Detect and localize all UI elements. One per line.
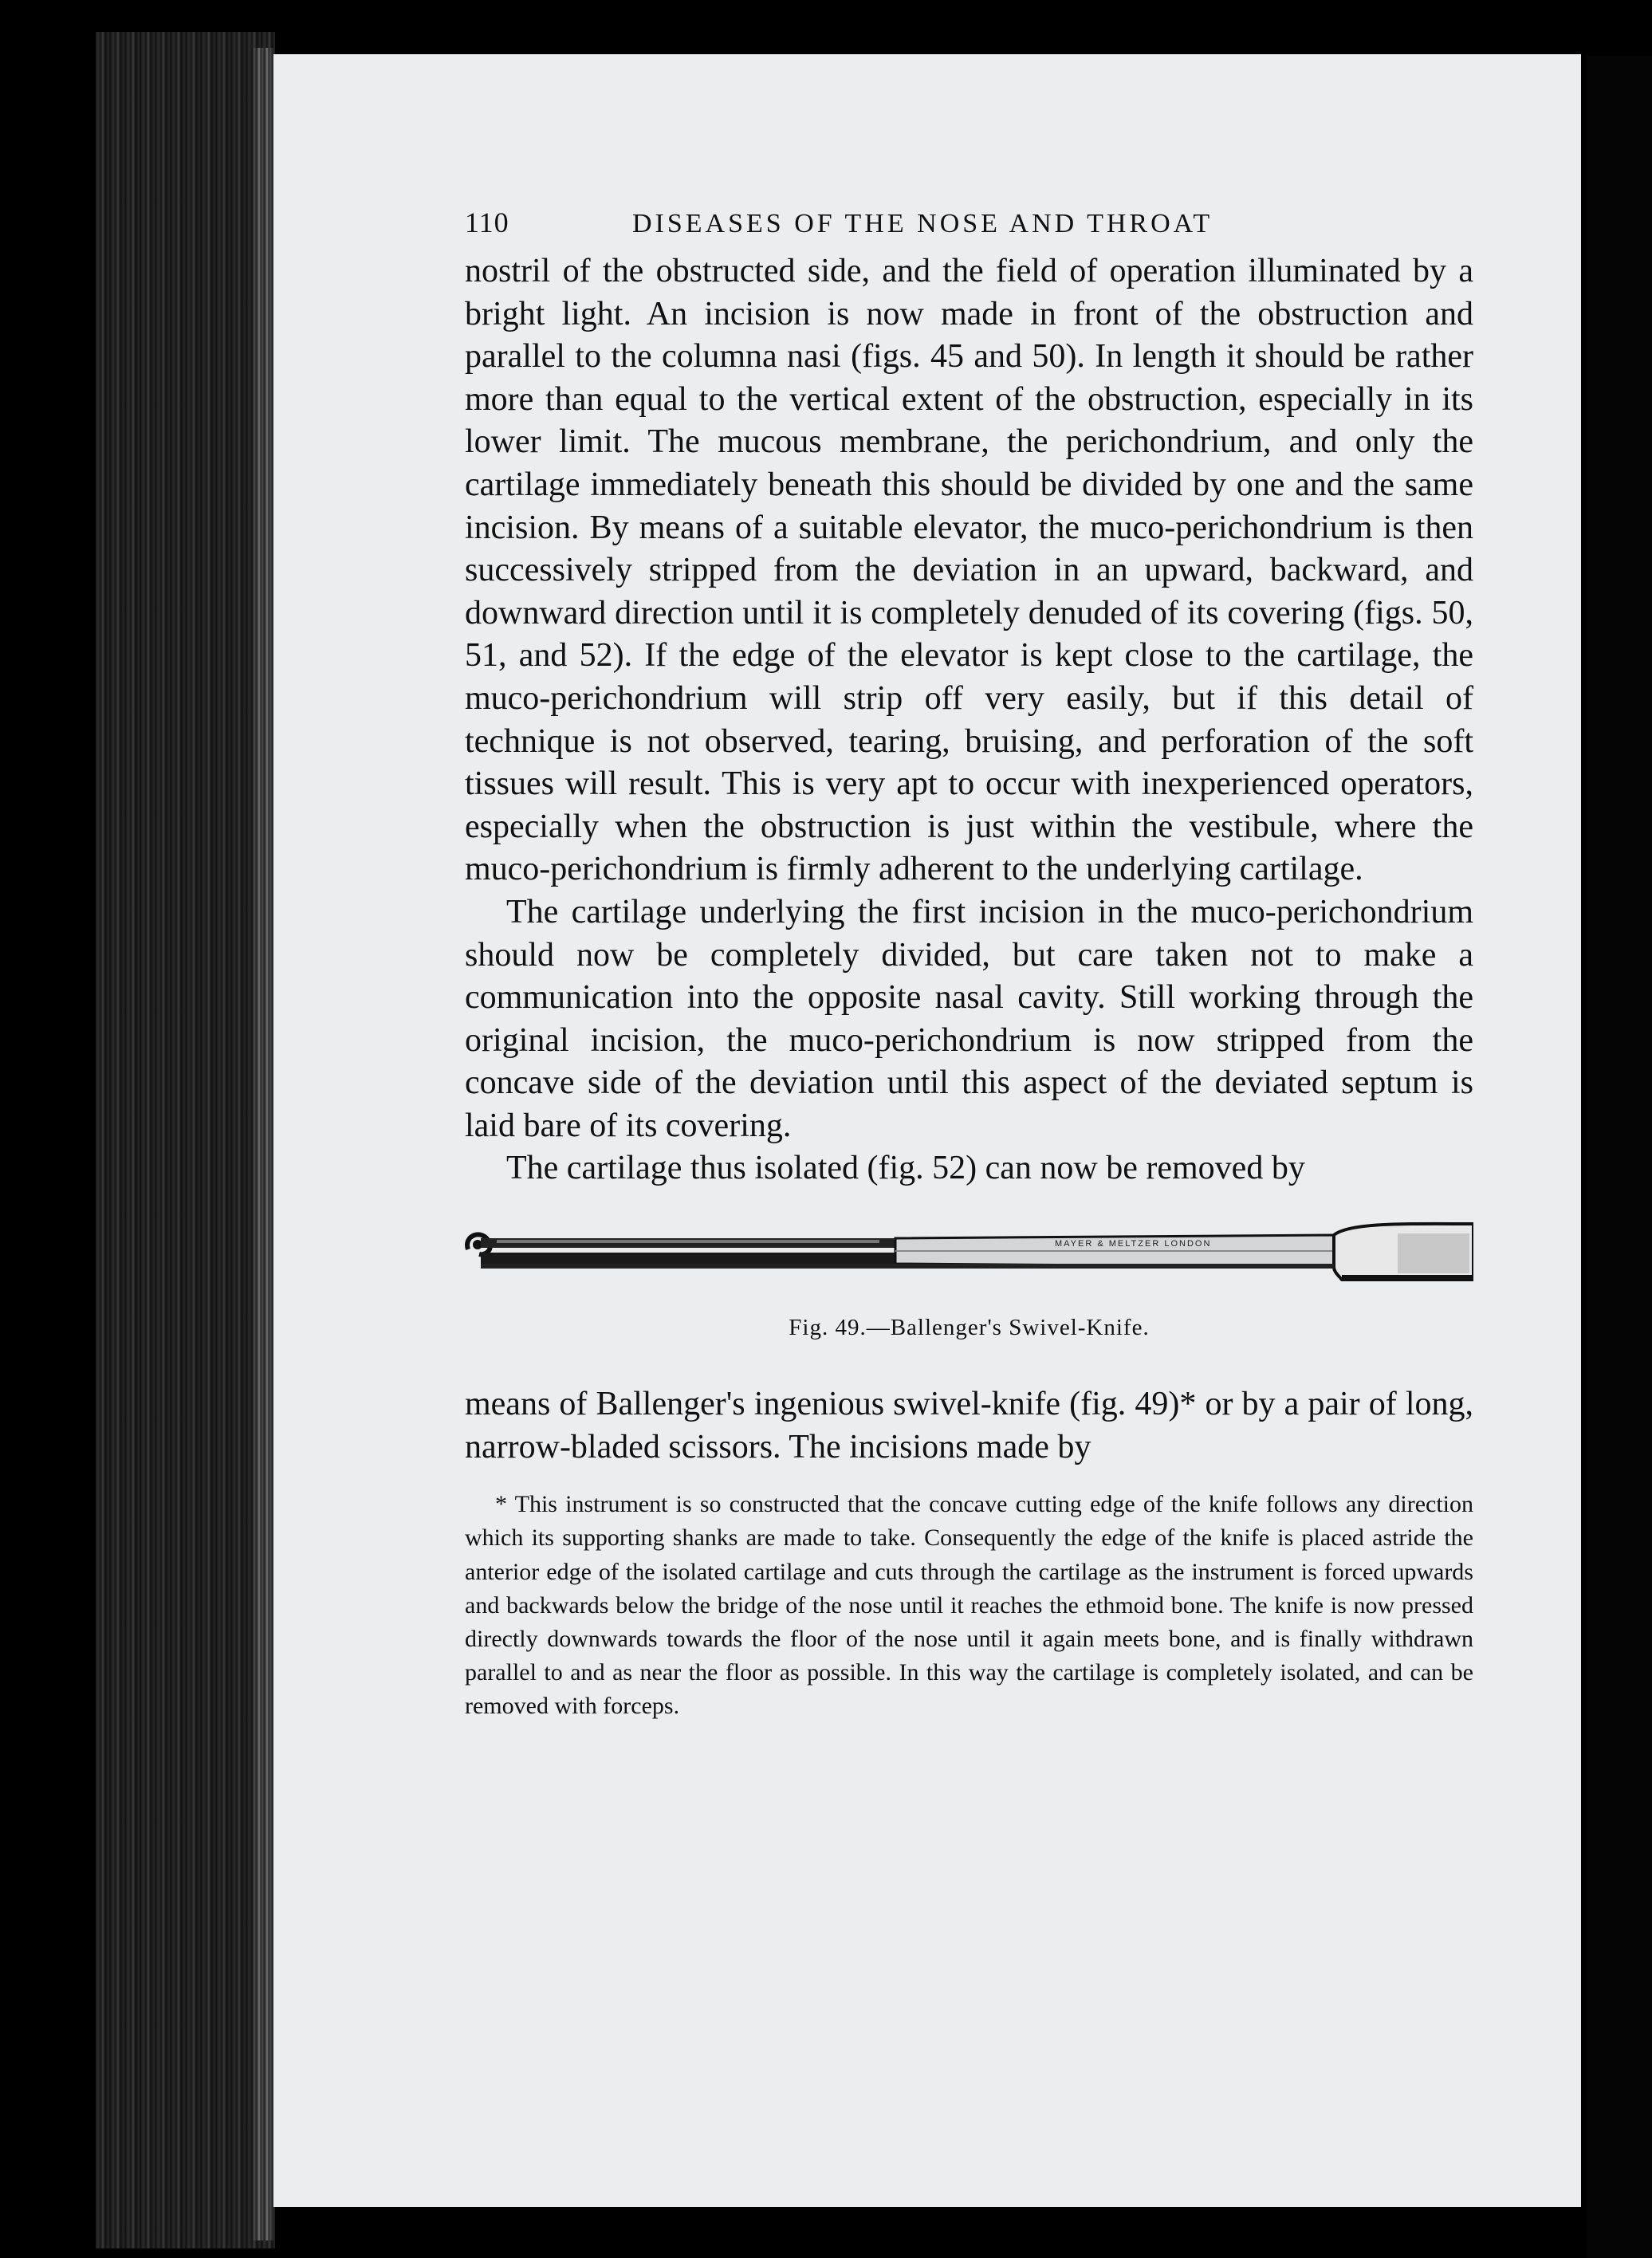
figure-caption: Fig. 49.—Ballenger's Swivel-Knife. [789, 1315, 1150, 1341]
footnote [465, 1488, 1473, 1723]
page-content [465, 206, 1473, 1748]
figure-49 [465, 1219, 1473, 1355]
paragraph-before-figure: The cartilage thus isolated (fig. 52) can now be removed by [506, 1150, 1305, 1187]
page-number: 110 [465, 207, 509, 238]
facing-page-edge [1587, 56, 1652, 2258]
footnote-text: * This instrument is so constructed that the concave cutting edge of the knife follows any direction which its supporting shanks are made to take. Consequently the edge of the knife is placed astride the anterior edge of the isolated cartilage and cuts through the cartilage as the instrument is forced upwards and backwards below the bridge of the nose until it reaches the ethmoid bone. The knife is now pressed directly downwards towards the floor of the nose until it again meets bone, and is finally withdrawn parallel to and as near the floor as possible. In this way the cartilage is completely isolated, and can be removed with forceps. [465, 1491, 1473, 1720]
paragraph: The cartilage underlying the first incision in the muco-perichondrium should now be completely divided, but care taken not to make a communication into the opposite nasal cavity. Still working through the original incision, the muco-perichondrium is now stripped from the concave side of the deviation until this aspect of the deviated septum is laid bare of its covering. [465, 893, 1473, 1144]
book-page [273, 54, 1581, 2207]
running-head [465, 206, 1473, 239]
paragraph-continued: nostril of the obstructed side, and the field of operation illuminated by a bright light. An incision is now made in front of the obstruction and parallel to the columna nasi (figs. 45 and 50). In length it should be rather more than equal to the vertical extent of the obstruction, especially in its lower limit. The mucous membrane, the perichondrium, and only the cartilage immediately beneath this should be divided by one and the same incision. By means of a suitable elevator, the muco-perichondrium is then successively stripped from the deviation in an upward, backward, and downward direction until it is completely denuded of its covering (figs. 50, 51, and 52). If the edge of the elevator is kept close to the cartilage, the muco-perichondrium will strip off very easily, but if this detail of technique is not observed, tearing, bruising, and perforation of the soft tissues will result. This is very apt to occur with inexperienced operators, especially when the obstruction is just within the vestibule, where the muco-perichondrium is firmly adherent to the underlying cartilage. [465, 253, 1473, 888]
page-stack-edge [254, 48, 273, 2240]
paragraph-after-figure: means of Ballenger's ingenious swivel-knife (fig. 49)* or by a pair of long, narrow-bladed scissors. The incisions made by [465, 1386, 1473, 1465]
swivel-knife-illustration [465, 1219, 1473, 1315]
book-spine-edge [96, 32, 275, 2248]
running-title: DISEASES OF THE NOSE AND THROAT [632, 209, 1213, 238]
maker-mark: MAYER & MELTZER LONDON [1055, 1239, 1212, 1249]
